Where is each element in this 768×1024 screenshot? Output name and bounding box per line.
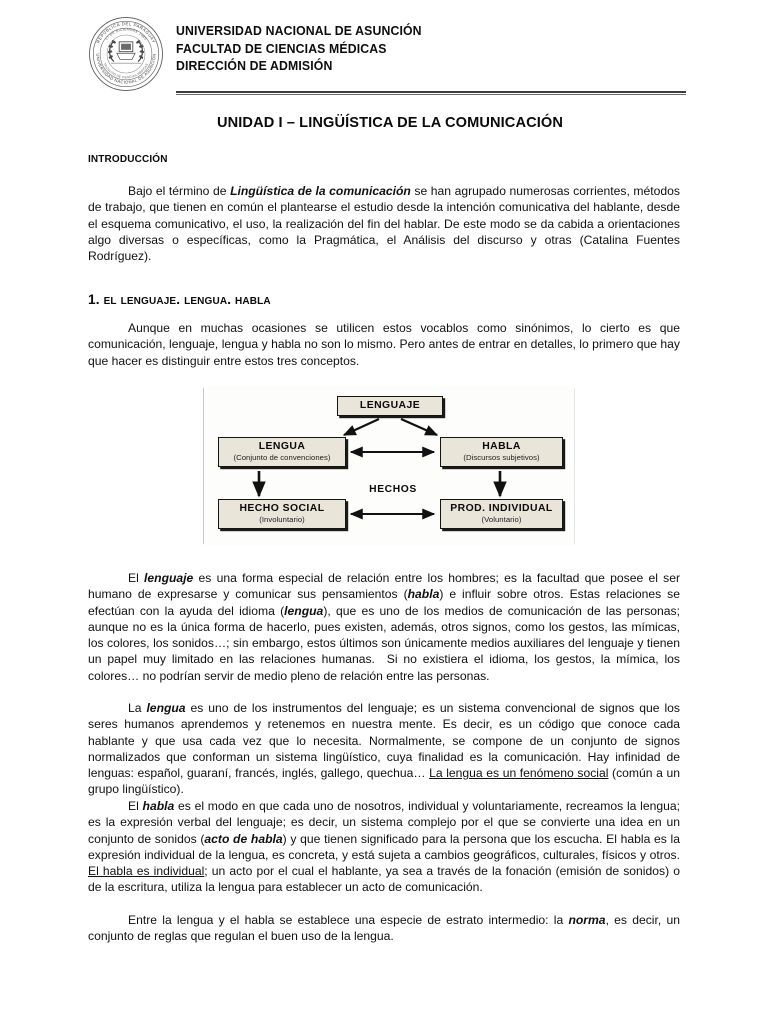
underline-lengua-fenomeno-social: La lengua es un fenómeno social <box>429 766 609 781</box>
diagram-box-lengua-subtitle: (Conjunto de convenciones) <box>233 453 331 462</box>
diagram-box-hecho-social-subtitle: (Involuntario) <box>259 515 305 524</box>
diagram-box-prod-individual-subtitle: (Voluntario) <box>481 515 522 524</box>
lenguaje-text-3: ) e influir sobre otros. Estas relaciones se efectúan con la ayuda del idioma ( <box>88 587 680 618</box>
lenguaje-text-1: El <box>128 571 145 585</box>
emphasis-lengua-2: lengua <box>146 701 186 715</box>
paragraph-norma <box>88 912 680 945</box>
diagram-box-hecho-social-title: HECHO SOCIAL <box>239 503 325 514</box>
paragraph-lengua <box>88 700 680 798</box>
emphasis-habla-2: habla <box>142 799 175 813</box>
svg-text:FACULTAD DE CIENCIAS MÉDICAS: FACULTAD DE CIENCIAS MÉDICAS <box>102 62 150 80</box>
header-divider <box>176 91 686 96</box>
diagram-box-habla-subtitle: (Discursos subjetivos) <box>463 453 540 462</box>
emphasis-habla-1: habla <box>407 587 440 602</box>
emphasis-lengua-1: lengua <box>284 603 324 618</box>
svg-text:REPÚBLICA DEL PARAGUAY: REPÚBLICA DEL PARAGUAY <box>95 21 157 44</box>
intro-text-part1: Bajo el término de <box>128 184 231 198</box>
institution-line-1: UNIVERSIDAD NACIONAL DE ASUNCIÓN <box>176 23 422 38</box>
habla-text-2: es el modo en que cada uno de nosotros, individual y voluntariamente, recreamos la lengua; es la expresión verbal del lenguaje; es decir, un sistema complejo por el que se convierte una idea en un conjunto de sonidos ( <box>88 799 680 846</box>
diagram-box-hecho-social <box>218 499 346 529</box>
diagram-label-hechos: HECHOS <box>369 484 417 495</box>
intro-text-part2: se han agrupado numerosas corrientes, métodos de trabajo, que tienen en común el plantearse el estudio desde la intención comunicativa del hablante, desde el esquema comunicativo, el uso, la realización del fin del hablar. De este modo se da cabida a orientaciones algo diversas o específicas, como la Pragmática, el Análisis del discurso y otras (Catalina Fuentes Rodríguez). <box>88 184 680 264</box>
emphasis-lenguaje: lenguaje <box>144 571 194 585</box>
lenguaje-text-2: es una forma especial de relación entre los hombres; es la facultad que posee el ser humano de expresarse y comunicar sus pensamientos ( <box>88 571 680 602</box>
header-divider-line-top <box>176 91 686 93</box>
diagram-box-habla <box>440 437 563 467</box>
heading-introduccion: introducción <box>88 150 168 165</box>
diagram-box-prod-individual-title: PROD. INDIVIDUAL <box>450 503 553 514</box>
page-title: UNIDAD I – LINGÜÍSTICA DE LA COMUNICACIÓN <box>217 115 563 131</box>
diagram-right-border <box>574 388 575 544</box>
emphasis-linguistica-comunicacion: Lingüística de la comunicación <box>230 184 411 198</box>
header-divider-line-bottom <box>176 94 686 95</box>
emphasis-acto-de-habla: acto de habla <box>204 831 283 846</box>
diagram-box-lenguaje-title: LENGUAJE <box>359 400 421 411</box>
lengua-text-3: (común a un grupo lingüístico). <box>88 766 680 797</box>
diagram-box-lengua <box>218 437 346 467</box>
habla-text-3: ) y que tienen significado para la persona que los escucha. El habla es la expresión individual de la lengua, es concreta, y está sujeta a cambios geográficos, culturales, físicos y otros. <box>88 831 680 862</box>
document-header <box>88 14 688 92</box>
diagram-box-lenguaje <box>337 396 443 416</box>
svg-text:17 DE DICIEMBRE 1889: 17 DE DICIEMBRE 1889 <box>104 27 148 41</box>
diagram-box-prod-individual <box>440 499 563 529</box>
diagram-box-habla-title: HABLA <box>482 441 521 452</box>
paragraph-introduccion <box>88 183 680 264</box>
paragraph-habla <box>88 798 680 896</box>
habla-text-1: El <box>128 799 143 813</box>
habla-text-4: ; un acto por el cual el hablante, ya sea a través de la fonación (emisión de sonidos) o de la escritura, utiliza la lengua para establecer un acto de comunicación. <box>88 864 680 895</box>
institution-line-2: FACULTAD DE CIENCIAS MÉDICAS <box>176 40 387 56</box>
lenguaje-text-4: ), que es uno de los medios de comunicación de las personas; aunque no es la única forma de hacerlo, pues existen, además, otros signos, como los gestos, las mímicas, los colores, los sonidos…; sin embargo, estos últimos son únicamente medios auxiliares del lenguaje y tienen un papel muy limitado en las relaciones humanas. Si no existiera el idioma, los gestos, la mímica, los colores… no podrían servir de medio pleno de relación entre las personas. <box>88 603 680 683</box>
norma-text-1: Entre la lengua y el habla se establece una especie de estrato intermedio: la <box>128 913 569 927</box>
lengua-text-2: es uno de los instrumentos del lenguaje; es un sistema convencional de signos que los seres humanos aprendemos y retenemos en nuestra mente. Es decir, es un código que conoce cada hablante y que usa cada vez que lo necesita. Normalmente, se compone de un conjunto de signos normalizados que conforman un sistema lingüístico, cuya finalidad es la comunicación. Hay infinidad de lenguas: español, guaraní, francés, inglés, gallego, quechua… <box>88 701 680 781</box>
diagram-lenguaje-lengua-habla <box>203 386 575 546</box>
svg-text:UNIVERSIDAD NACIONAL DE ASUNCI: UNIVERSIDAD NACIONAL DE ASUNCIÓN <box>95 53 157 85</box>
lengua-text-1: La <box>128 701 147 715</box>
diagram-box-lengua-title: LENGUA <box>258 441 306 452</box>
paragraph-seccion-1-intro: Aunque en muchas ocasiones se utilicen estos vocablos como sinónimos, lo cierto es que comunicación, lenguaje, lengua y habla no son lo mismo. Pero antes de entrar en detalles, lo primero que hay que hacer es distinguir entre estos tres conceptos. <box>88 321 680 368</box>
university-seal-icon <box>88 16 164 92</box>
heading-seccion-1: 1. el lenguaje. lengua. habla <box>88 292 271 307</box>
diagram-left-border <box>203 388 204 544</box>
institution-name <box>176 22 422 75</box>
arrow-lenguaje-to-habla <box>401 419 437 435</box>
emphasis-norma: norma <box>568 913 606 927</box>
arrow-lenguaje-to-lengua <box>344 419 379 435</box>
paragraph-lenguaje <box>88 570 680 684</box>
institution-line-3: DIRECCIÓN DE ADMISIÓN <box>176 58 333 73</box>
norma-text-2: , es decir, un conjunto de reglas que regulan el buen uso de la lengua. <box>88 913 680 944</box>
underline-habla-individual: El habla es individual <box>88 864 205 879</box>
